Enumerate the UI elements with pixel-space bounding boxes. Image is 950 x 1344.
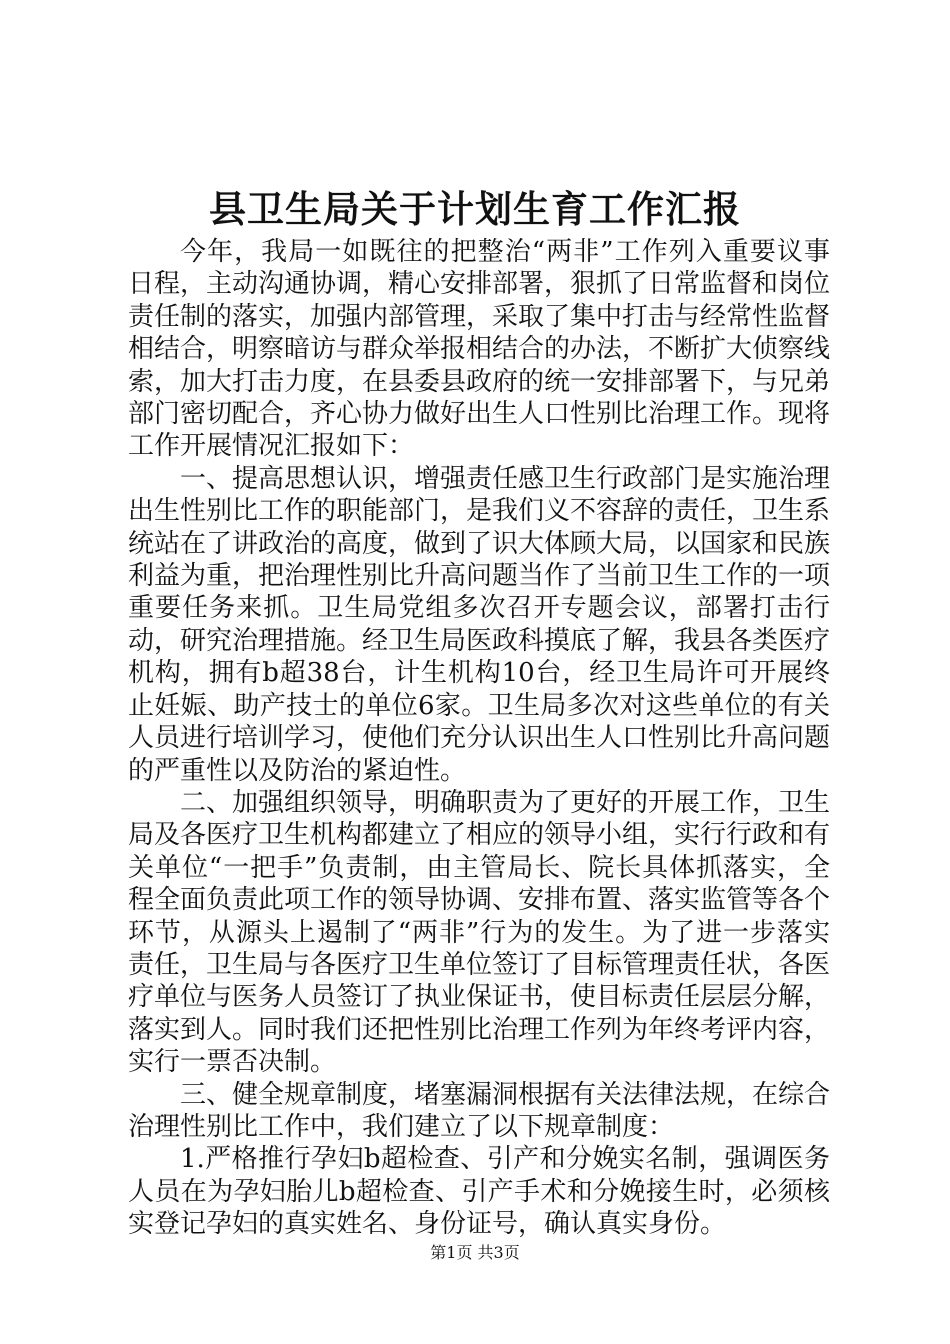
paragraph-item-1: 1.严格推行孕妇b超检查、引产和分娩实名制，强调医务人员在为孕妇胎儿b超检查、引产手术和分娩接生时，必须核实登记孕妇的真实姓名、身份证号，确认真实身份。 — [128, 1144, 830, 1240]
page-number: 第1页 共3页 — [430, 1243, 520, 1262]
paragraph-intro: 今年，我局一如既往的把整治“两非”工作列入重要议事日程，主动沟通协调，精心安排部署，狠抓了日常监督和岗位责任制的落实，加强内部管理，采取了集中打击与经常性监督相结合，明察暗访与群众举报相结合的办法，不断扩大侦察线索，加大打击力度，在县委县政府的统一安排部署下，与兄弟部门密切配合，齐心协力做好出生人口性别比治理工作。现将工作开展情况汇报如下： — [128, 237, 831, 462]
paragraph-section-3: 三、健全规章制度，堵塞漏洞根据有关法律法规，在综合治理性别比工作中，我们建立了以下规章制度： — [128, 1079, 831, 1142]
document-body — [128, 236, 830, 1241]
document-title: 县卫生局关于计划生育工作汇报 — [209, 187, 741, 231]
paragraph-section-1: 一、提高思想认识，增强责任感卫生行政部门是实施治理出生性别比工作的职能部门，是我们义不容辞的责任，卫生系统站在了讲政治的高度，做到了识大体顾大局，以国家和民族利益为重，把治理性别比升高问题当作了当前卫生工作的一项重要任务来抓。卫生局党组多次召开专题会议，部署打击行动，研究治理措施。经卫生局医政科摸底了解，我县各类医疗机构，拥有b超38台，计生机构10台，经卫生局许可开展终止妊娠、助产技士的单位6家。卫生局多次对这些单位的有关人员进行培训学习，使他们充分认识出生人口性别比升高问题的严重性以及防治的紧迫性。 — [128, 463, 831, 786]
paragraph-section-2: 二、加强组织领导，明确职责为了更好的开展工作，卫生局及各医疗卫生机构都建立了相应的领导小组，实行行政和有关单位“一把手”负责制，由主管局长、院长具体抓落实，全程全面负责此项工作的领导协调、安排布置、落实监管等各个环节，从源头上遏制了“两非”行为的发生。为了进一步落实责任，卫生局与各医疗卫生单位签订了目标管理责任状，各医疗单位与医务人员签订了执业保证书，使目标责任层层分解，落实到人。同时我们还把性别比治理工作列为年终考评内容，实行一票否决制。 — [128, 787, 831, 1078]
